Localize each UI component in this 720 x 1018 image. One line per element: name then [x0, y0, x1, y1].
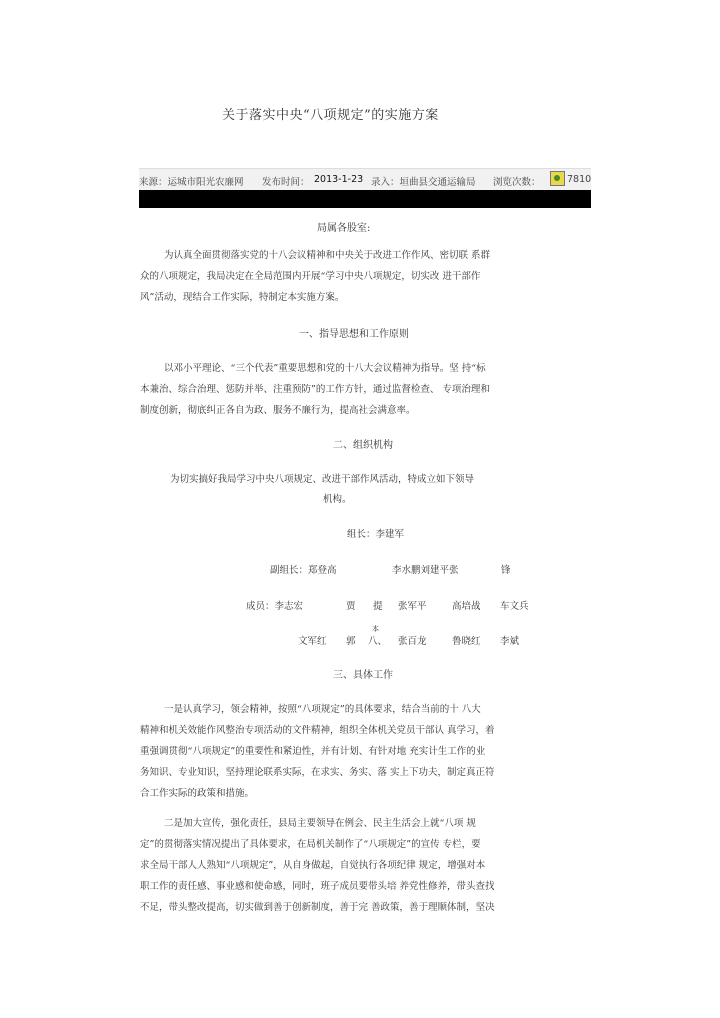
section3-p2-line: 职工作的责任感、事业感和使命感，同时，班子成员要带头培 养党性修养，带头查找 [140, 881, 495, 892]
black-banner [139, 190, 591, 208]
member-small-mark: 本 [372, 625, 379, 633]
article-info-bar [139, 168, 591, 191]
section-heading: 一、指导思想和工作原则 [299, 329, 409, 340]
intro-line: 众的八项规定，我局决定在全局范围内开展“学习中央八项规定，切实改 进干部作 [140, 271, 481, 282]
section2-line: 机构。 [323, 494, 352, 505]
deputy-names: 李水鹏刘建平张 [392, 565, 459, 576]
intro-line: 风”活动，现结合工作实际，特制定本实施方案。 [140, 292, 345, 303]
section-heading: 二、组织机构 [333, 440, 393, 451]
member-name: 张百龙 [398, 636, 427, 647]
section3-p1-line: 重强调贯彻“八项规定”的重要性和紧迫性，并有计划、有针对地 充实计生工作的业 [140, 746, 486, 757]
section3-p2-line: 二是加大宣传，强化责任，县局主要领导在例会、民主生活会上就“八项 规 [164, 818, 476, 829]
author-label: 录入：垣曲县交通运输局 [371, 177, 476, 188]
deputy-last: 锋 [501, 565, 511, 576]
member-name: 高培战 [452, 601, 481, 612]
member-name: 八、 [368, 636, 388, 647]
section1-line: 本兼治、综合治理、惩防并举、注重预防”的工作方针，通过监督检查、 专项治理和 [140, 384, 490, 395]
member-name: 李斌 [500, 636, 520, 647]
member-name: 车文兵 [500, 601, 529, 612]
document-title: 关于落实中央“八项规定”的实施方案 [222, 108, 439, 123]
member-name: 郭 [346, 636, 356, 647]
member-name: 张军平 [398, 601, 427, 612]
section3-p2-line: 不足，带头整改提高，切实做到善于创新制度，善于完 善政策，善于理顺体制，坚决 [140, 902, 495, 913]
section3-p1-line: 合工作实际的政策和措施。 [140, 788, 255, 799]
section3-p2-line: 求全局干部人人熟知“八项规定”，从自身做起，自觉执行各项纪律 规定，增强对本 [140, 860, 486, 871]
member-name: 提 [373, 601, 383, 612]
deputy-label: 副组长：郑登高 [270, 565, 337, 576]
section-heading: 三、具体工作 [333, 670, 393, 681]
section3-p1-line: 精神和机关效能作风整治专项活动的文件精神，组织全体机关党员干部认 真学习，着 [140, 725, 495, 736]
member-name: 贾 [346, 601, 356, 612]
member-name: 鲁晓红 [452, 636, 481, 647]
section3-p2-line: 定”的贯彻落实情况提出了具体要求，在局机关制作了“八项规定”的宣传 专栏，要 [140, 839, 481, 850]
publish-date: 2013-1-23 [314, 174, 364, 185]
section3-p1-line: 务知识、专业知识，坚持理论联系实际，在求实、务实、落 实上下功夫，制定真正符 [140, 767, 495, 778]
section2-line: 为切实搞好我局学习中央八项规定、改进干部作风活动，特成立如下领导 [170, 474, 475, 485]
salutation: 局属各股室: [317, 223, 371, 234]
section1-line: 以邓小平理论、“三个代表”重要思想和党的十八大会议精神为指导。坚 持“标 [164, 363, 486, 374]
member-name: 文军红 [298, 636, 327, 647]
date-label: 发布时间： [262, 177, 310, 188]
views-label: 浏览次数： [493, 177, 541, 188]
section3-p1-line: 一是认真学习，领会精神，按照“八项规定”的具体要求，结合当前的十 八大 [164, 704, 481, 715]
section1-line: 制度创新，彻底纠正各自为政、服务不廉行为，提高社会满意率。 [140, 405, 416, 416]
members-label: 成员：李志宏 [246, 601, 304, 612]
source-label: 来源：运城市阳光农廉网 [139, 177, 244, 188]
views-count: 7810 [567, 174, 592, 185]
leader-line: 组长：李建军 [347, 529, 405, 540]
intro-line: 为认真全面贯彻落实党的十八会议精神和中央关于改进工作作风、密切联 系群 [164, 250, 491, 261]
views-counter-icon [550, 171, 565, 186]
